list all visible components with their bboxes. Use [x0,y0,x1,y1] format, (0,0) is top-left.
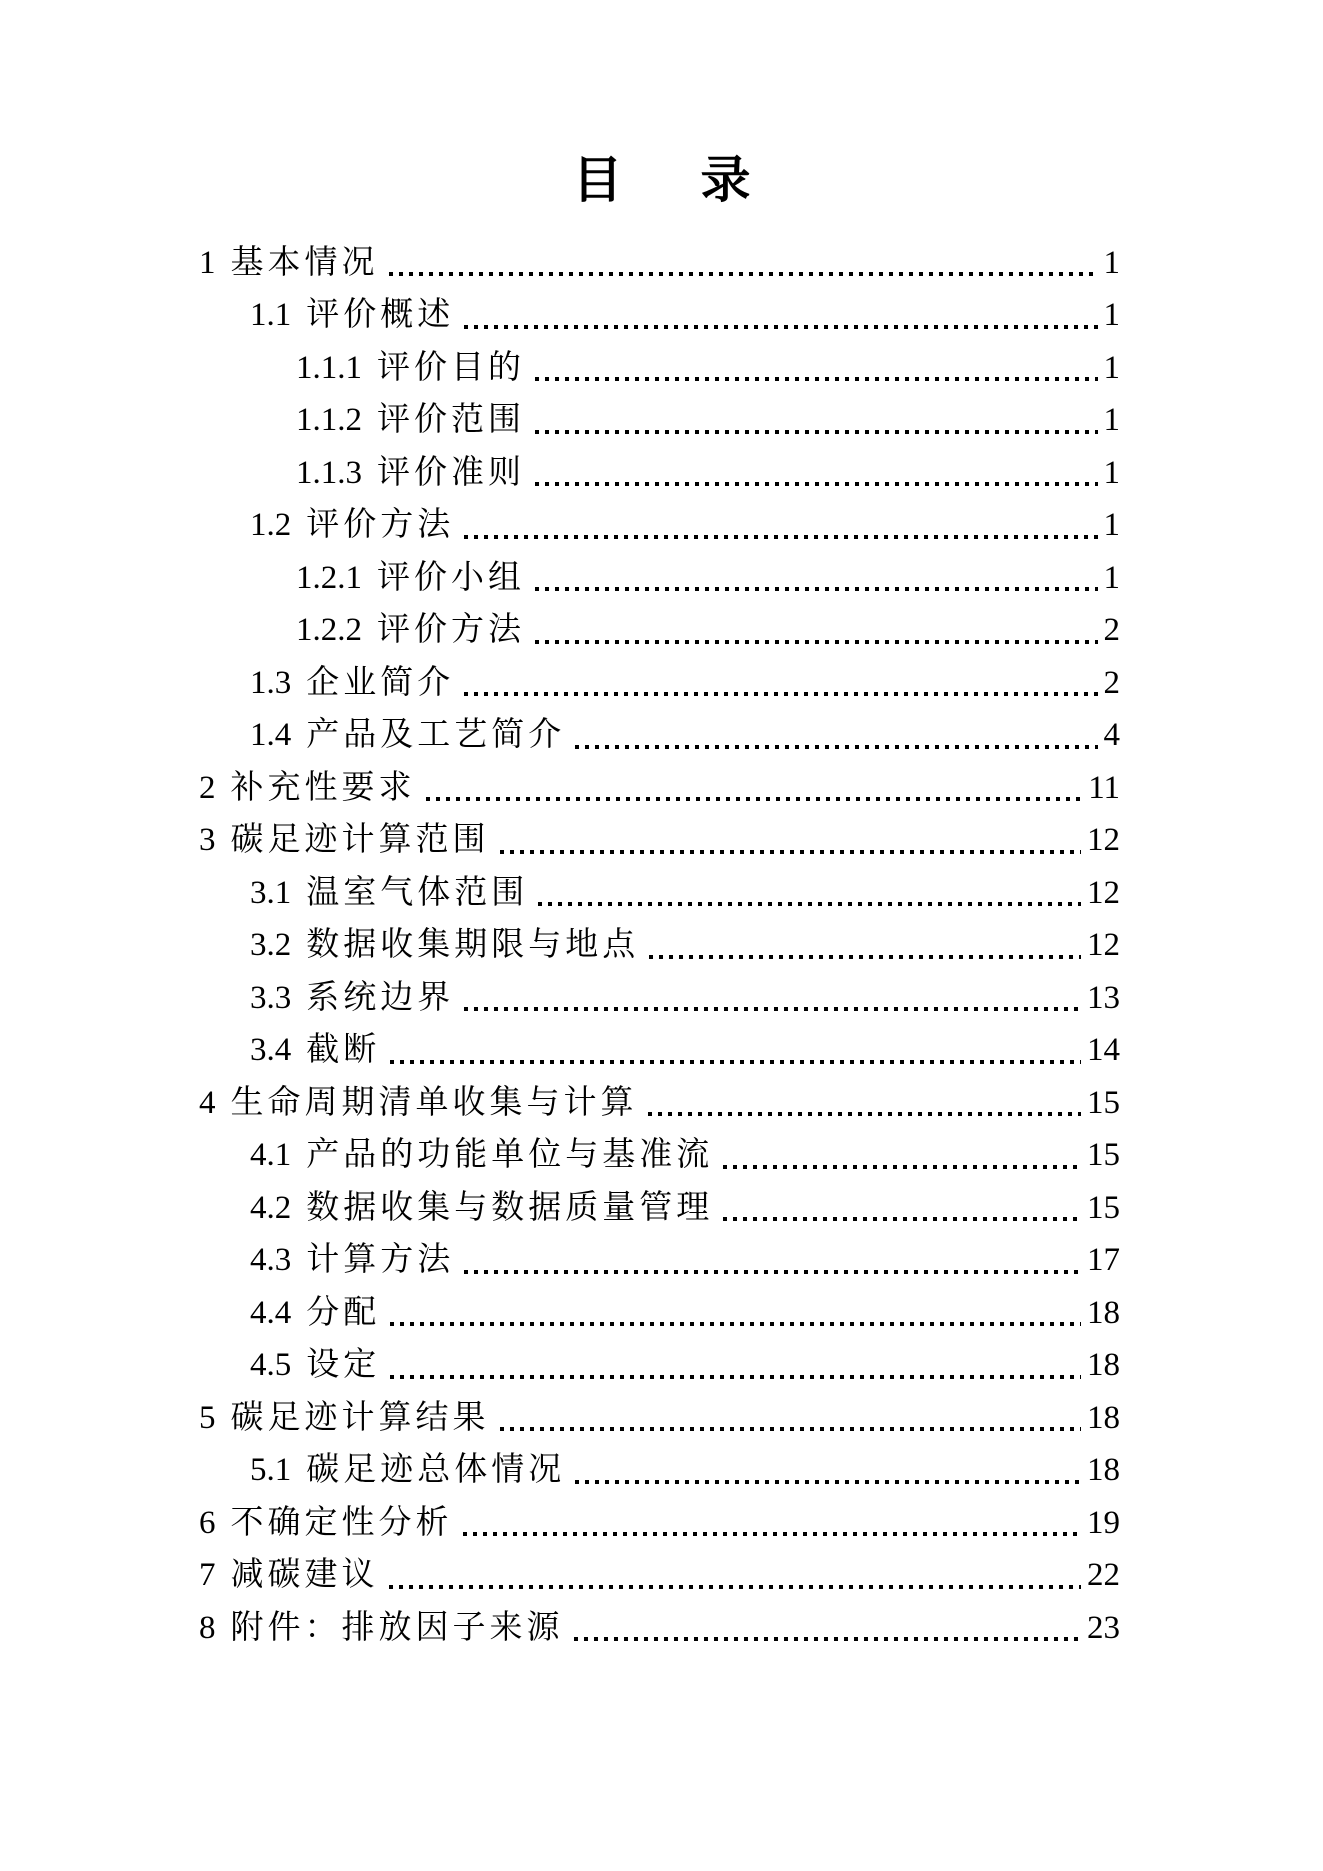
toc-entry-number: 3.3 [250,979,292,1016]
toc-entry-page: 4 [1103,717,1120,753]
toc-entry[interactable] [0,972,1120,1025]
toc-entry-page: 22 [1087,1557,1120,1593]
toc-entry-title: 产品及工艺简介 [306,717,566,753]
toc-entry-title: 评价目的 [377,349,525,386]
toc-entry-title: 基本情况 [230,244,379,281]
dot-leader [649,955,1081,959]
toc-entry-page: 18 [1087,1294,1120,1331]
toc-entry-number: 4.4 [250,1294,292,1331]
toc-entry[interactable] [0,1077,1120,1130]
dot-leader [390,1060,1081,1064]
toc-entry-number: 1.1.2 [296,402,362,438]
dot-leader [575,1480,1081,1484]
dot-leader [535,377,1098,381]
toc-entry-title: 补充性要求 [230,769,416,806]
toc-entry-page: 23 [1087,1609,1120,1646]
toc-entry-number: 4.3 [250,1242,292,1278]
dot-leader [723,1217,1081,1221]
toc-entry[interactable] [0,604,1120,657]
toc-entry[interactable] [0,1287,1120,1340]
toc-entry-title: 评价准则 [377,454,525,491]
toc-entry-page: 1 [1103,402,1120,438]
dot-leader [464,1270,1081,1274]
dot-leader [464,1007,1081,1011]
toc-entry[interactable] [0,1497,1120,1550]
toc-entry-page: 15 [1087,1137,1120,1173]
toc-entry-title: 评价范围 [377,402,525,438]
toc-entry-title: 企业简介 [306,664,455,701]
toc-entry[interactable] [0,1182,1120,1235]
toc-entry-page: 1 [1103,349,1120,386]
toc-entry-number: 3 [199,822,216,858]
dot-leader [538,902,1081,906]
dot-leader [464,325,1097,329]
toc-entry[interactable] [0,1444,1120,1497]
toc-entry-number: 1.1.1 [296,349,362,386]
toc-entry-page: 1 [1103,507,1120,543]
toc-entry[interactable] [0,1024,1120,1077]
toc-entry-number: 1.2.2 [296,612,362,648]
toc-entry[interactable] [0,1602,1120,1655]
dot-leader [390,1375,1081,1379]
table-of-contents [0,237,1323,1655]
toc-entry-number: 6 [199,1504,216,1541]
toc-entry-number: 3.2 [250,927,292,963]
toc-entry[interactable] [0,499,1120,552]
toc-entry[interactable] [0,709,1120,762]
toc-entry-number: 1.1 [250,297,292,333]
toc-entry[interactable] [0,1339,1120,1392]
toc-entry-title: 温室气体范围 [306,874,529,911]
toc-entry-number: 4.2 [250,1189,292,1226]
toc-entry[interactable] [0,1549,1120,1602]
toc-entry-page: 15 [1087,1084,1120,1121]
page-title: 目 录 [572,152,765,208]
dot-leader [389,1585,1082,1589]
toc-entry-page: 1 [1103,244,1120,281]
toc-entry-title: 评价小组 [377,559,525,596]
dot-leader [535,482,1098,486]
toc-entry[interactable] [0,447,1120,500]
toc-entry-number: 5.1 [250,1452,292,1488]
toc-entry-number: 4.5 [250,1347,292,1383]
dot-leader [464,535,1097,539]
toc-entry-title: 附件：排放因子来源 [230,1609,564,1646]
dot-leader [500,1427,1082,1431]
toc-entry-number: 1.4 [250,717,292,753]
toc-entry-page: 18 [1087,1347,1120,1383]
toc-entry-page: 14 [1087,1032,1120,1068]
toc-entry-number: 8 [199,1609,216,1646]
toc-entry[interactable] [0,342,1120,395]
toc-entry-page: 15 [1087,1189,1120,1226]
toc-entry-number: 4.1 [250,1137,292,1173]
toc-entry-number: 2 [199,769,216,806]
toc-entry[interactable] [0,657,1120,710]
toc-entry-page: 13 [1087,979,1120,1016]
toc-entry-number: 1.2.1 [296,559,362,596]
dot-leader [575,745,1097,749]
toc-entry-title: 减碳建议 [230,1557,379,1593]
toc-entry[interactable] [0,394,1120,447]
toc-entry-title: 系统边界 [306,979,455,1016]
toc-entry-number: 3.1 [250,874,292,911]
toc-entry[interactable] [0,237,1120,290]
toc-entry[interactable] [0,1234,1120,1287]
toc-entry[interactable] [0,552,1120,605]
toc-entry-number: 1.3 [250,664,292,701]
toc-entry-title: 分配 [306,1294,381,1331]
toc-entry[interactable] [0,289,1120,342]
dot-leader [390,1322,1081,1326]
toc-entry-number: 4 [199,1084,216,1121]
toc-entry-title: 数据收集与数据质量管理 [306,1189,714,1226]
toc-entry-page: 1 [1103,454,1120,491]
toc-entry-title: 评价方法 [377,612,525,648]
toc-entry-title: 产品的功能单位与基准流 [306,1137,714,1173]
dot-leader [389,272,1098,276]
toc-entry-page: 12 [1087,927,1120,963]
toc-entry-number: 1.1.3 [296,454,362,491]
toc-entry[interactable] [0,867,1120,920]
toc-entry[interactable] [0,1392,1120,1445]
toc-entry-page: 2 [1103,612,1120,648]
dot-leader [535,640,1098,644]
dot-leader [535,587,1098,591]
toc-entry-number: 1.2 [250,507,292,543]
toc-entry[interactable] [0,814,1120,867]
toc-entry-page: 18 [1087,1399,1120,1436]
dot-leader [648,1112,1082,1116]
dot-leader [500,850,1082,854]
toc-entry-page: 2 [1103,664,1120,701]
toc-entry-page: 11 [1088,769,1120,806]
dot-leader [464,692,1097,696]
dot-leader [426,797,1083,801]
toc-entry-page: 18 [1087,1452,1120,1488]
toc-entry-title: 不确定性分析 [230,1504,453,1541]
toc-entry-number: 5 [199,1399,216,1436]
dot-leader [574,1637,1082,1641]
toc-entry[interactable] [0,762,1120,815]
toc-entry-title: 碳足迹计算范围 [230,822,490,858]
toc-entry-title: 计算方法 [306,1242,455,1278]
toc-entry-page: 1 [1103,559,1120,596]
toc-entry-title: 生命周期清单收集与计算 [230,1084,638,1121]
toc-entry-page: 1 [1103,297,1120,333]
toc-entry-page: 12 [1087,822,1120,858]
toc-entry-page: 17 [1087,1242,1120,1278]
toc-entry-number: 3.4 [250,1032,292,1068]
toc-entry-number: 7 [199,1557,216,1593]
dot-leader [463,1532,1082,1536]
toc-entry[interactable] [0,919,1120,972]
toc-entry-title: 截断 [306,1032,381,1068]
dot-leader [535,430,1098,434]
toc-entry-title: 碳足迹总体情况 [306,1452,566,1488]
toc-entry-page: 19 [1087,1504,1120,1541]
toc-entry-title: 设定 [306,1347,381,1383]
toc-entry-title: 评价方法 [306,507,455,543]
dot-leader [723,1165,1081,1169]
toc-entry-title: 评价概述 [306,297,455,333]
toc-entry-title: 数据收集期限与地点 [306,927,640,963]
toc-entry-page: 12 [1087,874,1120,911]
toc-entry-title: 碳足迹计算结果 [230,1399,490,1436]
toc-entry[interactable] [0,1129,1120,1182]
toc-entry-number: 1 [199,244,216,281]
